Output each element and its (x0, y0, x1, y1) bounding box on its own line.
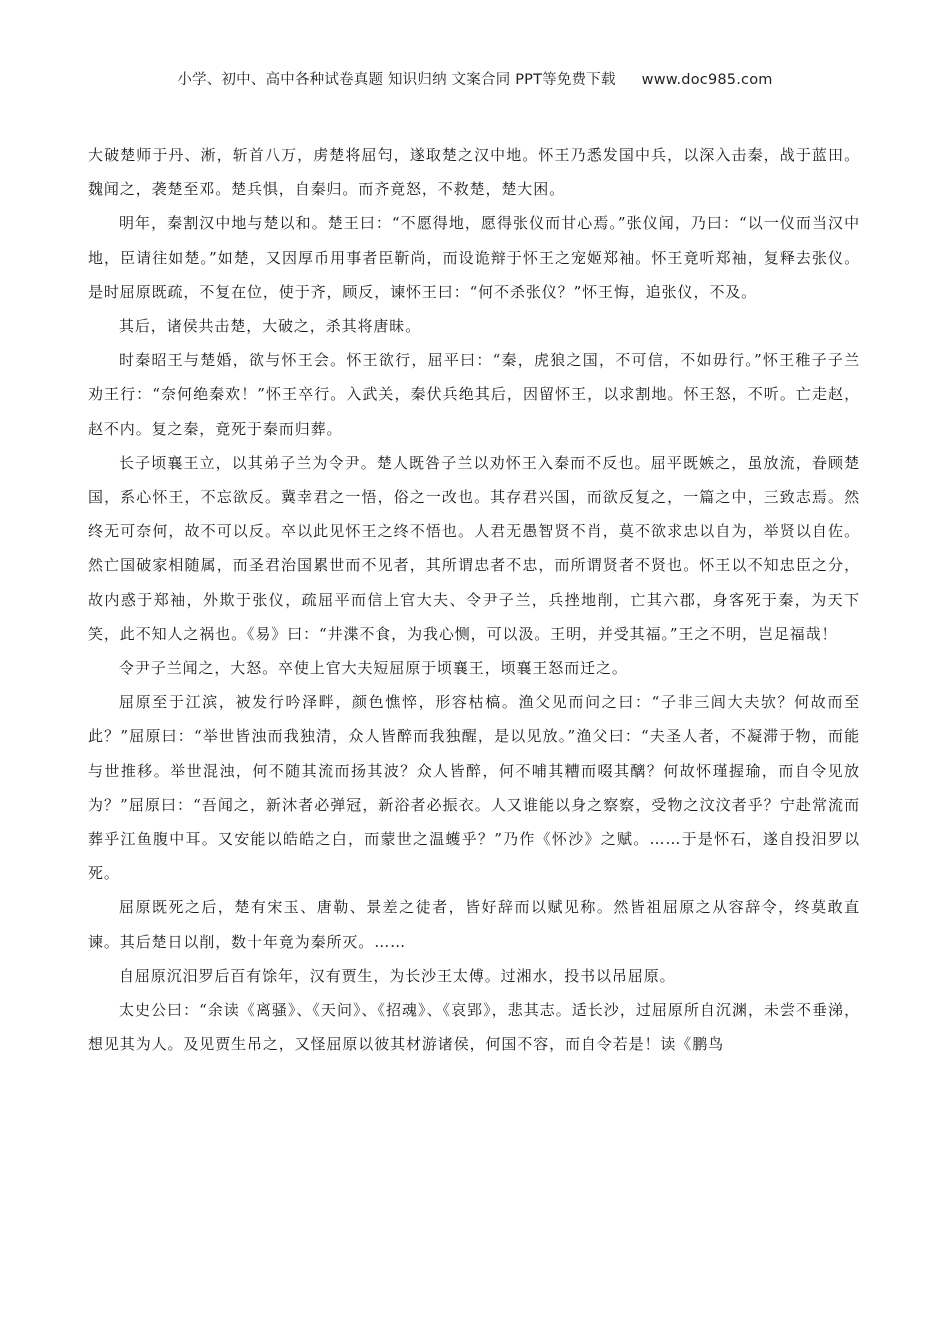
page-header (0, 68, 950, 89)
paragraph-1: 大破楚师于丹、淅，斩首八万，虏楚将屈匄，遂取楚之汉中地。怀王乃悉发国中兵，以深入击秦，战于蓝田。魏闻之，袭楚至邓。楚兵惧，自秦归。而齐竟怒，不救楚，楚大困。 (88, 146, 860, 199)
header-text: 小学、初中、高中各种试卷真题 知识归纳 文案合同 PPT等免费下载 (177, 72, 616, 88)
paragraph-10: 太史公曰：“余读《离骚》、《天问》、《招魂》、《哀郢》，悲其志。适长沙，过屈原所自沉渊，未尝不垂涕，想见其为人。及见贾生吊之，又怪屈原以彼其材游诸侯，何国不容，而自令若是！读《鹏鸟 (88, 1001, 860, 1054)
paragraph-3: 其后，诸侯共击楚，大破之，杀其将唐昧。 (119, 317, 422, 336)
paragraph-7: 屈原至于江滨，被发行吟泽畔，颜色憔悴，形容枯槁。渔父见而问之曰：“子非三闾大夫欤？何故而至此？”屈原曰：“举世皆浊而我独清，众人皆醉而我独醒，是以见放。”渔父曰：“夫圣人者，不凝滞于物，而能与世推移。举世混浊，何不随其流而扬其波？众人皆醉，何不哺其糟而啜其醨？何故怀瑾握瑜，而自令见放为？”屈原曰：“吾闻之，新沐者必弹冠，新浴者必振衣。人又谁能以身之察察，受物之汶汶者乎？宁赴常流而葬乎江鱼腹中耳。又安能以皓皓之白，而蒙世之温蠖乎？”乃作《怀沙》之赋。……于是怀石，遂自投汨罗以死。 (88, 693, 860, 883)
header-site-link[interactable]: www.doc985.com (641, 72, 773, 88)
paragraph-6: 令尹子兰闻之，大怒。卒使上官大夫短屈原于顷襄王，顷襄王怒而迁之。 (119, 659, 628, 678)
paragraph-9: 自屈原沉汨罗后百有馀年，汉有贾生，为长沙王太傅。过湘水，投书以吊屈原。 (119, 966, 676, 985)
paragraph-2: 明年，秦割汉中地与楚以和。楚王曰：“不愿得地，愿得张仪而甘心焉。”张仪闻，乃曰：“以一仪而当汉中地，臣请往如楚。”如楚，又因厚币用事者臣靳尚，而设诡辩于怀王之宠姬郑袖。怀王竟听郑袖，复释去张仪。是时屈原既疏，不复在位，使于齐，顾反，谏怀王曰：“何不杀张仪？”怀王悔，追张仪，不及。 (88, 214, 860, 301)
document-body (88, 138, 860, 1061)
paragraph-5: 长子顷襄王立，以其弟子兰为令尹。楚人既咎子兰以劝怀王入秦而不反也。屈平既嫉之，虽放流，眷顾楚国，系心怀王，不忘欲反。冀幸君之一悟，俗之一改也。其存君兴国，而欲反复之，一篇之中，三致志焉。然终无可奈何，故不可以反。卒以此见怀王之终不悟也。人君无愚智贤不肖，莫不欲求忠以自为，举贤以自佐。然亡国破家相随属，而圣君治国累世而不见者，其所谓忠者不忠，而所谓贤者不贤也。怀王以不知忠臣之分，故内惑于郑袖，外欺于张仪，疏屈平而信上官大夫、令尹子兰，兵挫地削，亡其六郡，身客死于秦，为天下笑，此不知人之祸也。《易》曰：“井渫不食，为我心恻，可以汲。王明，并受其福。”王之不明，岂足福哉！ (88, 453, 860, 643)
paragraph-4: 时秦昭王与楚婚，欲与怀王会。怀王欲行，屈平曰：“秦，虎狼之国，不可信，不如毋行。”怀王稚子子兰劝王行：“奈何绝秦欢！”怀王卒行。入武关，秦伏兵绝其后，因留怀王，以求割地。怀王怒，不听。亡走赵，赵不内。复之秦，竟死于秦而归葬。 (88, 351, 860, 438)
paragraph-8: 屈原既死之后，楚有宋玉、唐勒、景差之徒者，皆好辞而以赋见称。然皆祖屈原之从容辞令，终莫敢直谏。其后楚日以削，数十年竟为秦所灭。…… (88, 898, 860, 951)
